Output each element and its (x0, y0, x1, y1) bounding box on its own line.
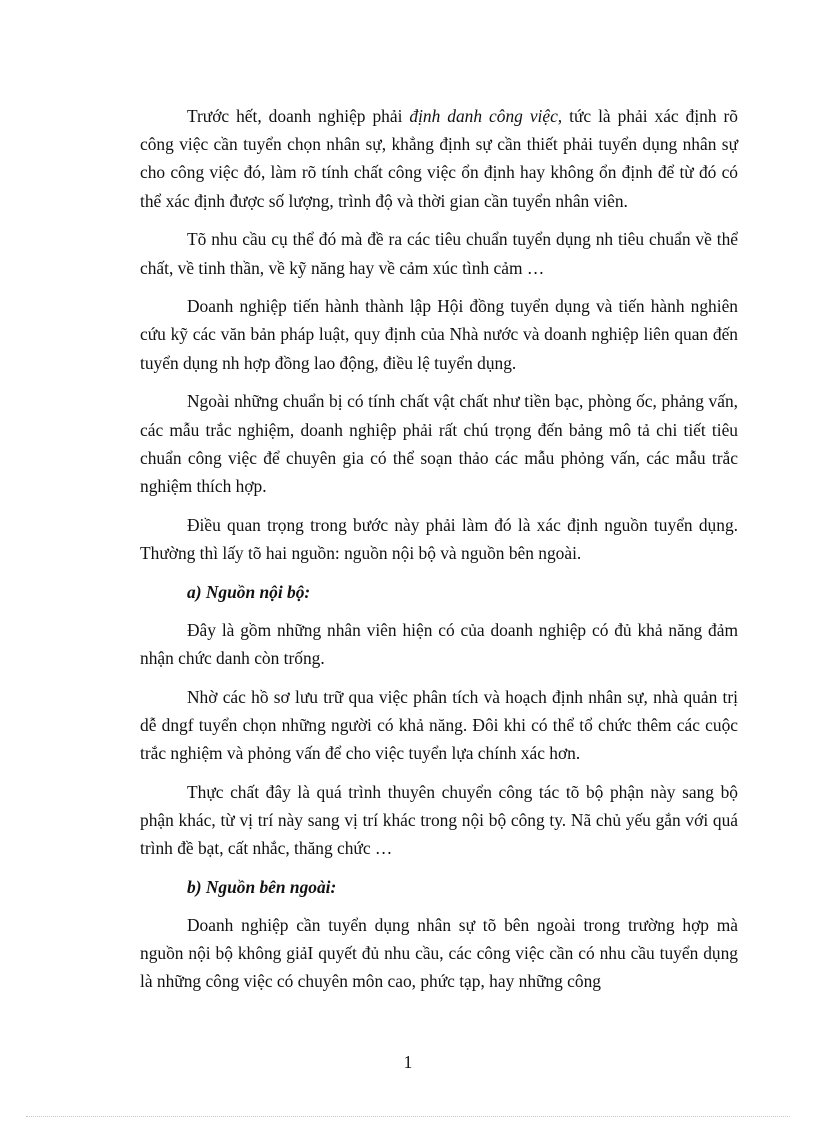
paragraph-external: Doanh nghiệp cần tuyển dụng nhân sự tõ bên ngoài trong trường hợp mà nguồn nội bộ không giảI quyết đủ nhu cầu, các công việc cần có nhu cầu tuyển dụng là những công việc có chuyên môn cao, phức tạp, hay những công (140, 915, 738, 992)
paragraph-job-definition-rest: tức là phải xác định rõ công việc cần tuyển chọn nhân sự, khẳng định sự cần thiết phải tuyển dụng nhân sự cho công việc đó, làm rõ tính chất công việc ổn định hay không ổn định để từ đó có thể xác định được số lượng, trình độ và thời gian cần tuyển nhân viên. (140, 106, 739, 211)
page-bottom-divider (26, 1116, 790, 1117)
paragraph-internal-definition: Đây là gồm những nhân viên hiện có của doanh nghiệp có đủ khả năng đảm nhận chức danh còn trống. (140, 619, 738, 668)
paragraph-job-definition (140, 102, 738, 215)
paragraph-internal-transfer: Thực chất đây là quá trình thuyên chuyển công tác tõ bộ phận này sang bộ phận khác, từ vị trí này sang vị trí khác trong nội bộ công ty. Nã chủ yếu gắn với quá trình đề bạt, cất nhắc, thăng chức … (140, 781, 738, 859)
job-definition-emphasis: định danh công việc, (409, 106, 563, 126)
heading-external-source: b) Nguồn bên ngoài: (187, 876, 337, 897)
paragraph-preparation: Ngoài những chuẩn bị có tính chất vật chất như tiền bạc, phòng ốc, phảng vấn, các mẫu trắc nghiệm, doanh nghiệp phải rất chú trọng đến bảng mô tả chi tiết tiêu chuẩn công việc để chuyên gia có thể soạn thảo các mẫu phỏng vấn, các mẫu trắc nghiệm thích hợp. (140, 391, 738, 496)
page-number: 1 (403, 1052, 413, 1072)
paragraph-criteria: Tõ nhu cầu cụ thể đó mà đề ra các tiêu chuẩn tuyển dụng nh tiêu chuẩn về thể chất, về tinh thần, về kỹ năng hay về cảm xúc tình cảm … (140, 229, 738, 278)
paragraph-job-definition-lead: Trước hết, doanh nghiệp phải (187, 106, 410, 126)
paragraph-internal-records: Nhờ các hồ sơ lưu trữ qua việc phân tích và hoạch định nhân sự, nhà quản trị dễ dngf tuyển chọn những người có khả năng. Đôi khi có thể tổ chức thêm các cuộc trắc nghiệm và phỏng vấn để cho việc tuyển lựa chính xác hơn. (140, 686, 738, 764)
paragraph-sources: Điều quan trọng trong bước này phải làm đó là xác định nguồn tuyển dụng. Thường thì lấy tõ hai nguồn: nguồn nội bộ và nguồn bên ngoài. (140, 514, 738, 563)
document-body (140, 102, 738, 1006)
heading-internal-source: a) Nguồn nội bộ: (187, 581, 311, 602)
paragraph-council: Doanh nghiệp tiến hành thành lập Hội đồng tuyển dụng và tiến hành nghiên cứu kỹ các văn bản pháp luật, quy định của Nhà nước và doanh nghiệp liên quan đến tuyển dụng nh hợp đồng lao động, điều lệ tuyển dụng. (140, 296, 738, 373)
